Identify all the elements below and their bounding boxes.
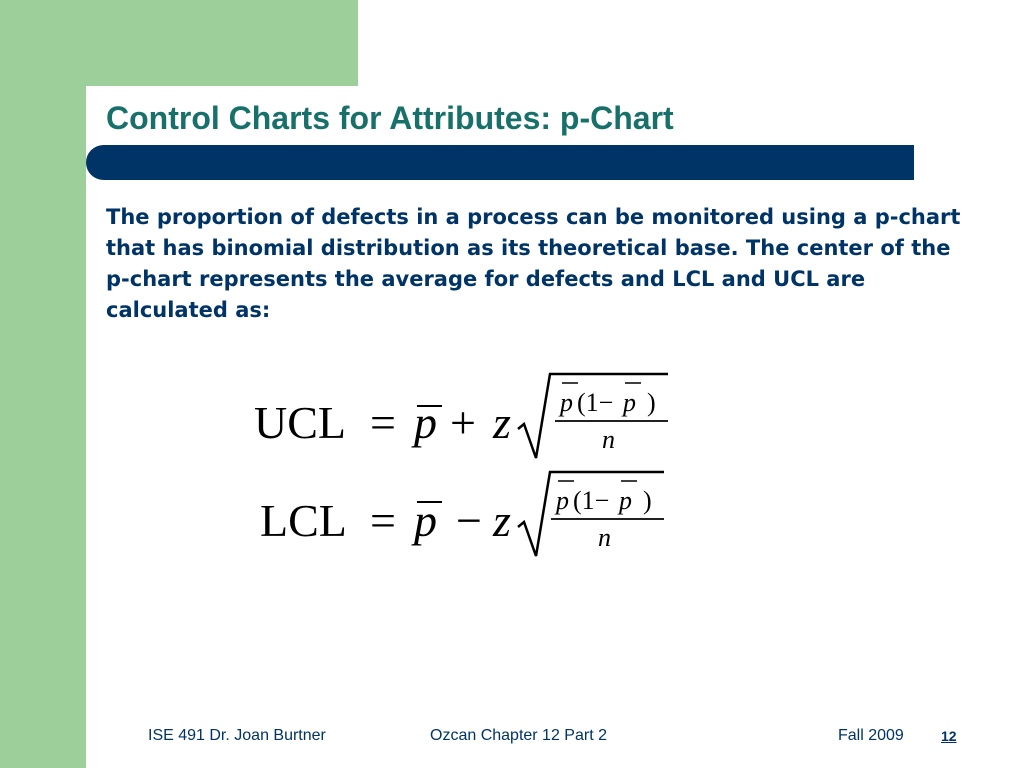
ucl-formula: [254, 374, 668, 458]
lcl-operator: −: [456, 495, 482, 546]
ucl-z: z: [493, 397, 511, 448]
ucl-p: p: [414, 397, 437, 448]
lcl-formula: [260, 472, 664, 556]
ucl-num-mid: (1−: [577, 388, 614, 417]
ucl-num-p2: p: [623, 388, 636, 417]
lcl-label: LCL: [260, 495, 347, 546]
control-limit-formulas: [250, 366, 690, 566]
lcl-num-p2: p: [619, 486, 632, 515]
lcl-p: p: [414, 495, 437, 546]
footer-date: Fall 2009: [838, 727, 904, 744]
slide-title: Control Charts for Attributes: p-Chart: [106, 100, 674, 136]
ucl-operator: +: [450, 397, 476, 448]
green-band-left: [0, 0, 86, 768]
lcl-num-p: p: [556, 486, 569, 515]
footer-course: ISE 491 Dr. Joan Burtner: [148, 727, 326, 744]
ucl-denominator: n: [602, 425, 615, 454]
ucl-num-close: ): [647, 388, 656, 417]
lcl-num-close: ): [643, 486, 652, 515]
lcl-num-mid: (1−: [573, 486, 610, 515]
ucl-label: UCL: [254, 397, 346, 448]
body-paragraph: The proportion of defects in a process can be monitored using a p-chart that has binomial distribution as its theoretical base. The center of the p-chart represents the average for defects and LCL and UCL are calculated as:: [106, 205, 961, 322]
lcl-equals: =: [370, 495, 396, 546]
lcl-z: z: [493, 495, 511, 546]
slide-number: 12: [941, 728, 957, 744]
ucl-num-p: p: [560, 388, 573, 417]
footer-chapter: Ozcan Chapter 12 Part 2: [430, 727, 607, 744]
title-underline-bar: [86, 145, 914, 180]
green-band-top: [0, 0, 358, 86]
lcl-denominator: n: [598, 523, 611, 552]
ucl-equals: =: [370, 397, 396, 448]
